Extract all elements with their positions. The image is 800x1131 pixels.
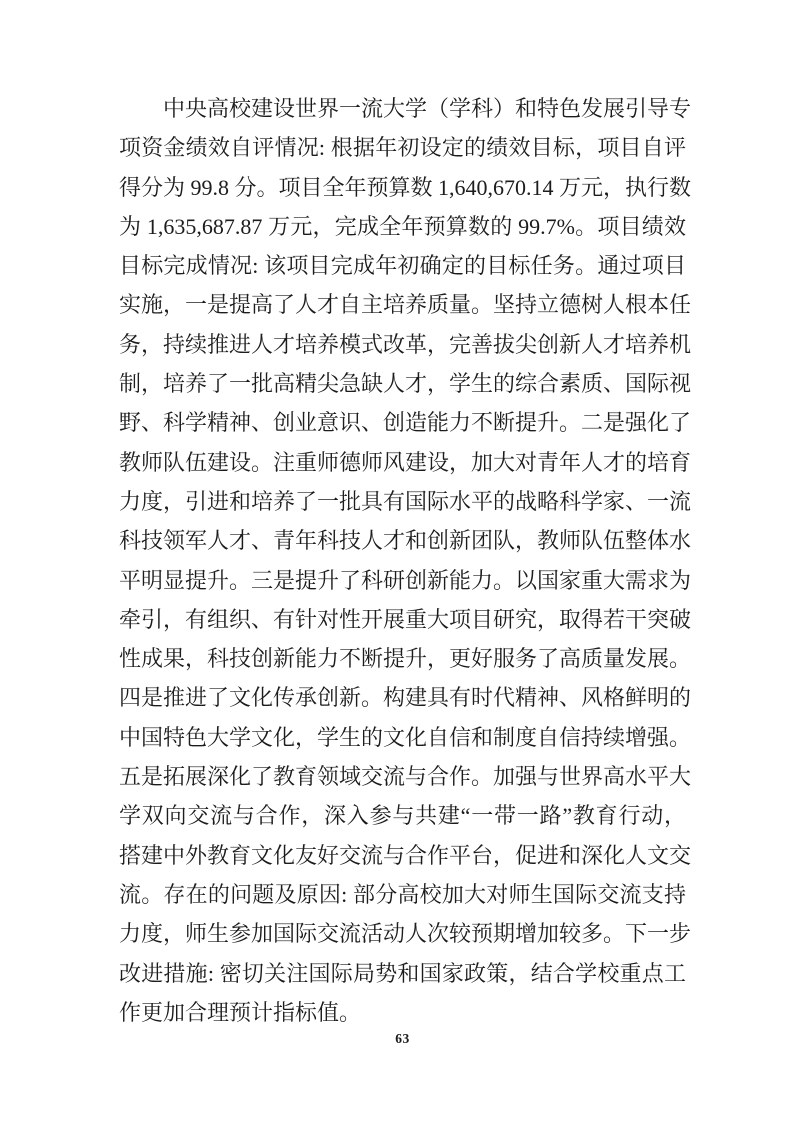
text-line: 流。存在的问题及原因: 部分高校加大对师生国际交流支持 [119, 881, 686, 907]
text-line: 学双向交流与合作，深入参与共建“一带一路”教育行动， [119, 803, 686, 829]
text-line: 中央高校建设世界一流大学（学科）和特色发展引导专 [163, 96, 692, 121]
text-line: 野、科学精神、创业意识、创造能力不断提升。二是强化了 [119, 410, 692, 436]
text-line: 搭建中外教育文化友好交流与合作平台，促进和深化人文交 [119, 842, 692, 868]
text-line: 项资金绩效自评情况: 根据年初设定的绩效目标，项目自评 [119, 135, 686, 161]
text-line: 目标完成情况: 该项目完成年初确定的目标任务。通过项目 [119, 253, 686, 279]
text-line: 作更加合理预计指标值。 [119, 999, 362, 1025]
text-line: 中国特色大学文化，学生的文化自信和制度自信持续增强。 [119, 724, 692, 750]
text-line: 得分为 99.8 分。项目全年预算数 1,640,670.14 万元，执行数 [119, 174, 692, 200]
body-text [119, 89, 692, 1032]
text-line: 教师队伍建设。注重师德师风建设，加大对青年人才的培育 [119, 449, 692, 475]
text-line: 牵引，有组织、有针对性开展重大项目研究，取得若干突破 [119, 606, 692, 632]
text-line: 实施，一是提高了人才自主培养质量。坚持立德树人根本任 [119, 292, 692, 318]
text-line: 平明显提升。三是提升了科研创新能力。以国家重大需求为 [119, 567, 692, 593]
text-line: 务，持续推进人才培养模式改革，完善拔尖创新人才培养机 [119, 331, 692, 357]
page-number: 63 [395, 1031, 410, 1046]
text-line: 四是推进了文化传承创新。构建具有时代精神、风格鲜明的 [119, 685, 692, 711]
text-line: 为 1,635,687.87 万元，完成全年预算数的 99.7%。项目绩效 [119, 213, 686, 239]
text-line: 五是拓展深化了教育领域交流与合作。加强与世界高水平大 [119, 764, 692, 790]
text-line: 科技领军人才、青年科技人才和创新团队，教师队伍整体水 [119, 528, 692, 554]
text-line: 力度，引进和培养了一批具有国际水平的战略科学家、一流 [119, 488, 692, 514]
text-line: 改进措施: 密切关注国际局势和国家政策，结合学校重点工 [119, 960, 686, 986]
text-line: 制，培养了一批高精尖急缺人才，学生的综合素质、国际视 [119, 371, 692, 397]
text-line: 力度，师生参加国际交流活动人次较预期增加较多。下一步 [119, 921, 692, 947]
text-line: 性成果，科技创新能力不断提升，更好服务了高质量发展。 [119, 646, 692, 672]
